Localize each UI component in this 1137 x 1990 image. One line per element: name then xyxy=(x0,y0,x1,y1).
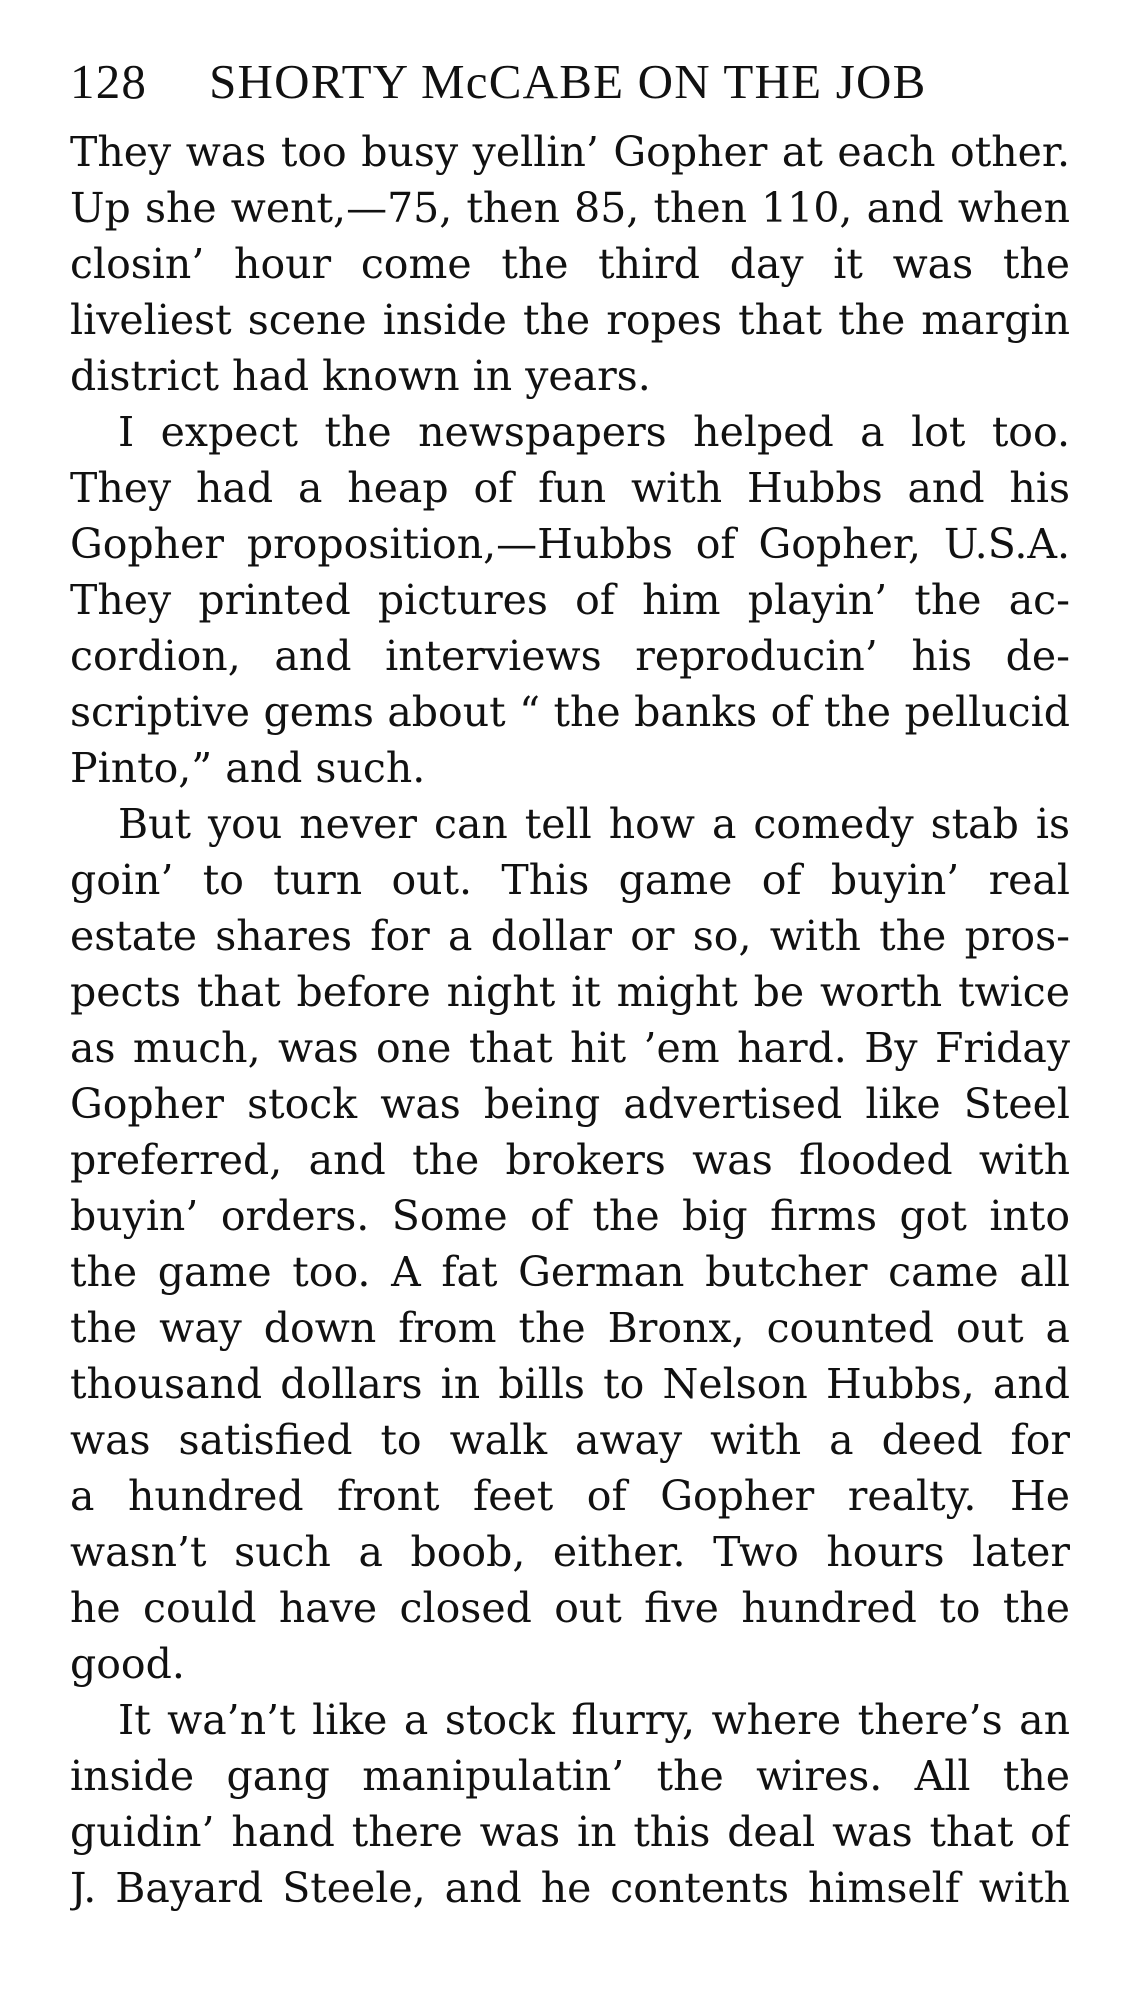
text-line: It wa’n’t like a stock flurry, where there’s an xyxy=(118,1696,1070,1744)
text-line: But you never can tell how a comedy stab is xyxy=(118,800,1070,848)
text-line: the way down from the Bronx, counted out a xyxy=(70,1304,1070,1352)
text-line: Gopher stock was being advertised like Steel xyxy=(70,1080,1070,1128)
text-line: preferred, and the brokers was flooded with xyxy=(70,1136,1070,1184)
text-line: cordion, and interviews reproducin’ his de- xyxy=(70,632,1070,680)
text-line: J. Bayard Steele, and he contents himself with xyxy=(70,1864,1070,1912)
text-line: he could have closed out five hundred to the xyxy=(70,1584,1070,1632)
text-line: buyin’ orders. Some of the big firms got into xyxy=(70,1192,1070,1240)
text-line: guidin’ hand there was in this deal was that of xyxy=(70,1808,1070,1856)
text-line: They had a heap of fun with Hubbs and his xyxy=(70,464,1070,512)
text-line: pects that before night it might be worth twice xyxy=(70,968,1070,1016)
paragraph xyxy=(70,796,1070,1692)
text-line: thousand dollars in bills to Nelson Hubbs, and xyxy=(70,1360,1070,1408)
running-head xyxy=(70,52,1070,112)
text-line: Up she went,—75, then 85, then 110, and when xyxy=(70,184,1070,232)
page-number: 128 xyxy=(70,54,148,109)
text-line: closin’ hour come the third day it was the xyxy=(70,240,1070,288)
text-line: I expect the newspapers helped a lot too. xyxy=(118,408,1070,456)
text-line: scriptive gems about “ the banks of the pellucid xyxy=(70,688,1070,736)
text-line: district had known in years. xyxy=(70,352,651,400)
text-line: They printed pictures of him playin’ the ac- xyxy=(70,576,1070,624)
body-text xyxy=(70,124,1070,1916)
text-line: a hundred front feet of Gopher realty. He xyxy=(70,1472,1070,1520)
text-line: wasn’t such a boob, either. Two hours later xyxy=(70,1528,1070,1576)
paragraph xyxy=(70,124,1070,404)
text-line: the game too. A fat German butcher came all xyxy=(70,1248,1070,1296)
book-page xyxy=(70,52,1070,1916)
text-line: liveliest scene inside the ropes that the margin xyxy=(70,296,1070,344)
text-line: inside gang manipulatin’ the wires. All the xyxy=(70,1752,1070,1800)
text-line: good. xyxy=(70,1640,185,1688)
text-line: goin’ to turn out. This game of buyin’ real xyxy=(70,856,1070,904)
paragraph xyxy=(70,404,1070,796)
text-line: as much, was one that hit ’em hard. By Friday xyxy=(70,1024,1070,1072)
text-line: estate shares for a dollar or so, with the pros- xyxy=(70,912,1070,960)
text-line: Gopher proposition,—Hubbs of Gopher, U.S.A. xyxy=(70,520,1070,568)
text-line: They was too busy yellin’ Gopher at each other. xyxy=(70,128,1070,176)
paragraph xyxy=(70,1692,1070,1916)
running-title: SHORTY McCABE ON THE JOB xyxy=(209,54,927,109)
text-line: was satisfied to walk away with a deed for xyxy=(70,1416,1070,1464)
text-line: Pinto,” and such. xyxy=(70,744,426,792)
